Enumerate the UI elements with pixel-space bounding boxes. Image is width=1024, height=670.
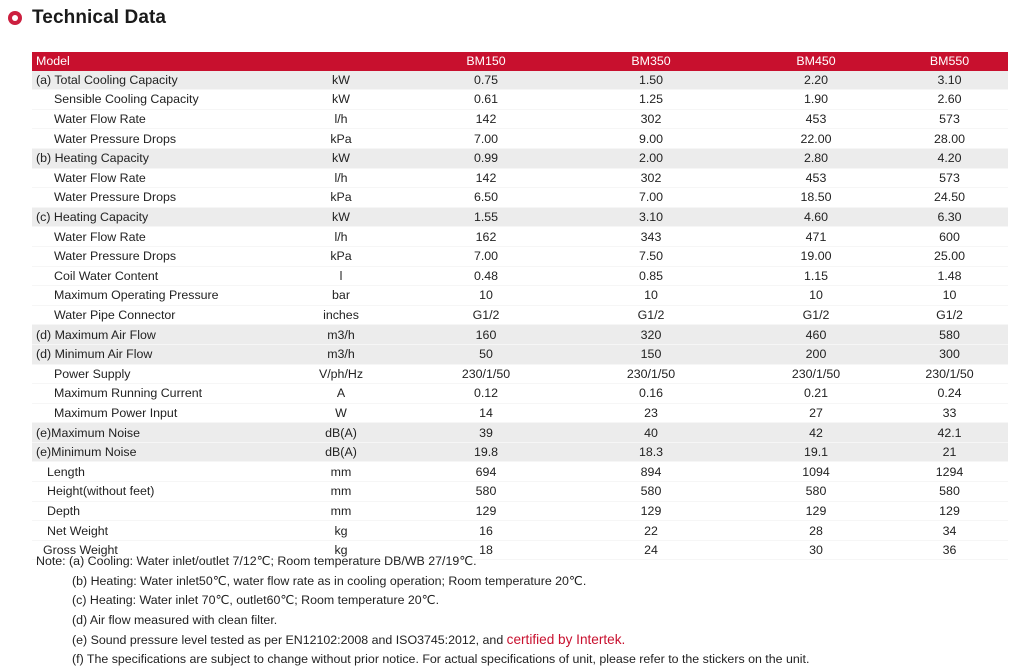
cell-value: 27 — [809, 405, 823, 420]
table-row — [32, 482, 1008, 502]
cell-value: 3.10 — [937, 72, 962, 87]
cell-value: 573 — [939, 170, 960, 185]
cell-value: 22 — [644, 523, 658, 538]
cell-value: 129 — [475, 503, 497, 518]
table-row — [32, 325, 1008, 345]
row-label: Maximum Power Input — [54, 405, 178, 420]
cell-value: 0.85 — [638, 268, 664, 283]
page-title: Technical Data — [32, 7, 167, 28]
row-label: Water Flow Rate — [54, 170, 146, 185]
cell-value: 33 — [942, 405, 957, 420]
table-row — [32, 305, 1008, 325]
note-b: (b) Heating: Water inlet50℃, water flow rate as in cooling operation; Room temperature 20℃. — [72, 573, 587, 588]
table-row — [32, 266, 1008, 286]
row-unit: mm — [330, 484, 352, 499]
cell-value: 694 — [475, 464, 497, 479]
cell-value: 7.50 — [638, 249, 664, 264]
row-unit: mm — [330, 464, 352, 479]
row-unit: kPa — [330, 190, 352, 205]
cell-value: 0.12 — [473, 386, 499, 401]
cell-value: 2.60 — [937, 92, 962, 107]
row-label: (e)Maximum Noise — [36, 425, 140, 440]
row-unit: l/h — [334, 170, 348, 185]
cell-value: 4.20 — [937, 151, 962, 166]
table-row — [32, 384, 1008, 404]
cell-value: 39 — [479, 425, 493, 440]
cell-value: 580 — [805, 484, 827, 499]
header-unit — [271, 52, 411, 71]
table-row — [32, 188, 1008, 208]
cell-value: 36 — [942, 543, 957, 558]
header-bm450: BM450 — [796, 54, 836, 69]
cell-value: 18 — [479, 543, 493, 558]
row-unit: bar — [332, 288, 350, 303]
cell-value: 1.15 — [803, 268, 829, 283]
cell-value: 302 — [640, 112, 662, 127]
table-row — [32, 462, 1008, 482]
table-row — [32, 148, 1008, 168]
table-row — [32, 71, 1008, 90]
cell-value: 0.21 — [803, 386, 829, 401]
row-unit: kPa — [330, 249, 352, 264]
cell-value: 19.00 — [800, 249, 832, 264]
note-a: Note: (a) Cooling: Water inlet/outlet 7/12℃; Room temperature DB/WB 27/19℃. — [36, 554, 477, 568]
row-unit: m3/h — [327, 347, 355, 362]
cell-value: 471 — [805, 229, 827, 244]
cell-value: 0.99 — [473, 151, 499, 166]
cell-value: 50 — [479, 347, 493, 362]
cell-value: 3.10 — [638, 210, 664, 225]
cell-value: 453 — [805, 170, 827, 185]
row-unit: kW — [332, 72, 350, 87]
table-row — [32, 246, 1008, 266]
cell-value: 0.61 — [473, 92, 499, 107]
note-f: (f) The specifications are subject to change without prior notice. For actual specifications of unit, please refer to the stickers on the unit. — [72, 651, 810, 666]
cell-value: 1294 — [935, 464, 964, 479]
table-row — [32, 286, 1008, 306]
row-label: Net Weight — [47, 523, 109, 538]
cell-value: 0.48 — [473, 268, 499, 283]
row-label: Length — [47, 464, 85, 479]
cell-value: 23 — [644, 405, 658, 420]
note-e-text: (e) Sound pressure level tested as per EN12102:2008 and ISO3745:2012, and — [72, 633, 507, 648]
row-unit: kW — [332, 151, 350, 166]
row-label: Water Pressure Drops — [54, 190, 177, 205]
cell-value: G1/2 — [802, 308, 830, 323]
row-label: Sensible Cooling Capacity — [54, 92, 199, 107]
cell-value: 19.8 — [473, 445, 499, 460]
table-row — [32, 442, 1008, 462]
table-row — [32, 521, 1008, 541]
row-label: Maximum Operating Pressure — [54, 288, 219, 303]
cell-value: 0.16 — [638, 386, 664, 401]
cell-value: 1.90 — [803, 92, 829, 107]
row-label: (d) Minimum Air Flow — [36, 347, 153, 362]
cell-value: 573 — [939, 112, 960, 127]
cell-value: 230/1/50 — [461, 366, 511, 381]
cell-value: 7.00 — [638, 190, 664, 205]
cell-value: 6.30 — [937, 210, 962, 225]
cell-value: 18.50 — [800, 190, 832, 205]
note-d: (d) Air flow measured with clean filter. — [72, 612, 278, 627]
note-e — [36, 630, 1016, 650]
row-label: (a) Total Cooling Capacity — [36, 72, 178, 87]
cell-value: 894 — [640, 464, 662, 479]
table-row — [32, 364, 1008, 384]
table-row — [32, 403, 1008, 423]
header-bm350: BM350 — [631, 54, 671, 69]
cell-value: 42 — [809, 425, 823, 440]
row-label: Water Pipe Connector — [54, 308, 176, 323]
table-header-row — [32, 52, 1008, 71]
bullet-circle-icon — [8, 11, 22, 25]
cell-value: 320 — [640, 327, 662, 342]
row-unit: kPa — [330, 131, 352, 146]
row-unit: l/h — [334, 229, 348, 244]
cell-value: 10 — [644, 288, 658, 303]
cell-value: 580 — [939, 327, 960, 342]
table-body — [32, 71, 1008, 560]
row-label: Water Flow Rate — [54, 112, 146, 127]
cell-value: 42.1 — [937, 425, 962, 440]
row-unit: kg — [334, 543, 348, 558]
cell-value: 40 — [644, 425, 658, 440]
cell-value: 0.75 — [473, 72, 499, 87]
cell-value: 302 — [640, 170, 662, 185]
row-unit: kW — [332, 92, 350, 107]
row-label: Power Supply — [54, 366, 131, 381]
row-unit: l — [339, 268, 343, 283]
row-label: Height(without feet) — [47, 484, 155, 499]
table-row — [32, 109, 1008, 129]
cell-value: 1.55 — [473, 210, 499, 225]
cell-value: 2.00 — [638, 151, 664, 166]
row-unit: V/ph/Hz — [318, 366, 364, 381]
row-unit: mm — [330, 503, 352, 518]
row-label: Water Pressure Drops — [54, 249, 177, 264]
cell-value: 24.50 — [933, 190, 965, 205]
cell-value: 343 — [640, 229, 662, 244]
cell-value: 200 — [805, 347, 827, 362]
cell-value: G1/2 — [936, 308, 963, 323]
cell-value: 1.25 — [638, 92, 664, 107]
cell-value: 580 — [475, 484, 497, 499]
row-label: Maximum Running Current — [54, 386, 203, 401]
cell-value: 160 — [475, 327, 497, 342]
cell-value: 10 — [942, 288, 957, 303]
cell-value: 14 — [479, 405, 493, 420]
cell-value: 21 — [942, 445, 957, 460]
technical-data-table — [32, 52, 1008, 560]
cell-value: 0.24 — [937, 386, 962, 401]
cell-value: 7.00 — [473, 249, 499, 264]
cell-value: 453 — [805, 112, 827, 127]
cell-value: 129 — [805, 503, 827, 518]
cell-value: 28.00 — [933, 131, 965, 146]
cell-value: 19.1 — [803, 445, 829, 460]
row-unit: inches — [323, 308, 359, 323]
cell-value: 2.20 — [803, 72, 829, 87]
cell-value: 28 — [809, 523, 823, 538]
header-bm550: BM550 — [929, 54, 970, 69]
cell-value: 7.00 — [473, 131, 499, 146]
table-row — [32, 207, 1008, 227]
cell-value: G1/2 — [637, 308, 665, 323]
table-row — [32, 344, 1008, 364]
cell-value: 129 — [939, 503, 960, 518]
cell-value: 580 — [939, 484, 960, 499]
table-row — [32, 501, 1008, 521]
notes-section — [36, 552, 1016, 670]
table-row — [32, 227, 1008, 247]
cell-value: 1094 — [802, 464, 830, 479]
cell-value: 580 — [640, 484, 662, 499]
row-label: Gross Weight — [43, 543, 118, 558]
cell-value: 10 — [809, 288, 823, 303]
cell-value: 460 — [805, 327, 827, 342]
cell-value: 25.00 — [933, 249, 965, 264]
cell-value: 600 — [939, 229, 960, 244]
cell-value: 22.00 — [800, 131, 832, 146]
row-label: (d) Maximum Air Flow — [36, 327, 156, 342]
row-unit: kW — [332, 210, 350, 225]
row-unit: A — [336, 386, 346, 401]
cell-value: 10 — [479, 288, 493, 303]
table-row — [32, 129, 1008, 149]
section-header — [8, 5, 166, 31]
cell-value: G1/2 — [472, 308, 500, 323]
cell-value: 1.48 — [937, 268, 962, 283]
row-label: (e)Minimum Noise — [36, 445, 137, 460]
cell-value: 1.50 — [638, 72, 664, 87]
cell-value: 142 — [475, 112, 497, 127]
cell-value: 230/1/50 — [791, 366, 841, 381]
cell-value: 18.3 — [638, 445, 664, 460]
row-label: (b) Heating Capacity — [36, 151, 149, 166]
cell-value: 142 — [475, 170, 497, 185]
row-unit: kg — [334, 523, 348, 538]
row-label: (c) Heating Capacity — [36, 210, 149, 225]
cell-value: 300 — [939, 347, 960, 362]
row-unit: m3/h — [327, 327, 355, 342]
cell-value: 230/1/50 — [925, 366, 974, 381]
row-label: Coil Water Content — [54, 268, 159, 283]
cell-value: 230/1/50 — [626, 366, 676, 381]
header-bm150: BM150 — [466, 54, 506, 69]
note-c: (c) Heating: Water inlet 70℃, outlet60℃; Room temperature 20℃. — [72, 593, 440, 608]
cell-value: 2.80 — [803, 151, 829, 166]
row-unit: dB(A) — [325, 445, 357, 460]
table-row — [32, 90, 1008, 110]
cell-value: 162 — [475, 229, 497, 244]
cell-value: 150 — [640, 347, 662, 362]
row-label: Depth — [47, 503, 81, 518]
row-unit: W — [335, 405, 347, 420]
row-unit: l/h — [334, 112, 348, 127]
table-row — [32, 423, 1008, 443]
cell-value: 4.60 — [803, 210, 829, 225]
cell-value: 16 — [479, 523, 493, 538]
row-label: Water Flow Rate — [54, 229, 146, 244]
header-model: Model — [36, 54, 70, 69]
row-unit: dB(A) — [325, 425, 357, 440]
intertek-certification: certified by Intertek. — [506, 632, 626, 648]
cell-value: 30 — [809, 543, 823, 558]
cell-value: 129 — [640, 503, 662, 518]
row-label: Water Pressure Drops — [54, 131, 177, 146]
table-row — [32, 168, 1008, 188]
cell-value: 6.50 — [473, 190, 499, 205]
cell-value: 9.00 — [638, 131, 664, 146]
cell-value: 34 — [942, 523, 957, 538]
cell-value: 24 — [644, 543, 658, 558]
